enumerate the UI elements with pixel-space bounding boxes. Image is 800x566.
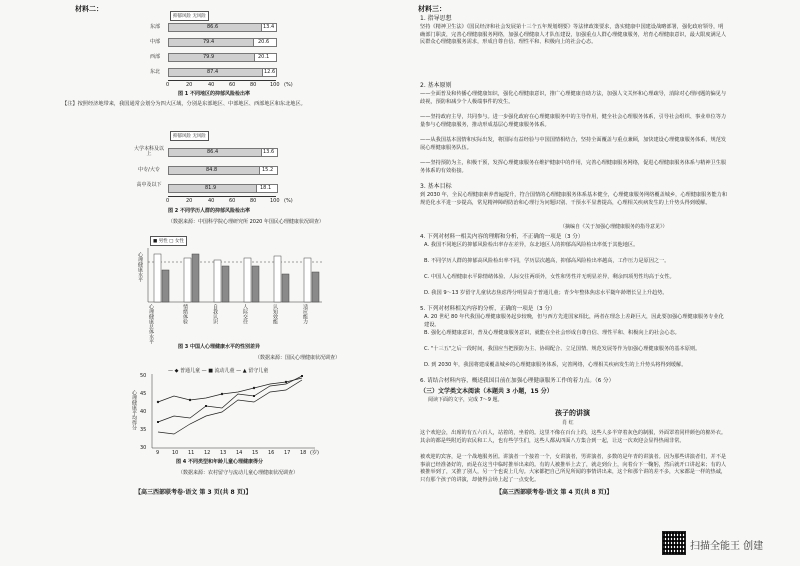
fig2-tick: 60 [229, 198, 236, 204]
fig2-row-label: 大学本科及以上 [133, 146, 164, 157]
fig3-legend: ■ 男性 □ 女性 [150, 236, 187, 246]
question-6: 6. 请结合材料内容，概述我国目前在加强心理健康服务工作的着力点。（6 分） [420, 378, 615, 384]
fig1-tick: 0 [166, 82, 170, 88]
paragraph: 被欢迎的宾客，是一个战地服务团。讲演者一个接着一个，女讲演者，男讲演者，多数的是年青的讲演者。因为那些讲演者们，并不是事前已经准备好的，而是在这当中临时推举出来的。有的人被推举上去了，就走到台上，向着台下一鞠躬，然后就开口讲起来；有的人被推举到了，又推了别人，另一个也说上几句。大家都把自己所见所闻的事情讲出来，这个和那个讲的差不多，大家都是一样的热诚，只有那个孩子的讲演，却使得会场上起了一点变化。 [420, 454, 727, 483]
option: A. 我国不同地区的抑郁风险检出率存在差异，东北地区人的抑郁高风险检出率低于其他地区。 [424, 242, 639, 248]
fig1-bar-risk: 20.6 [253, 38, 277, 47]
scanner-watermark: 扫描全能王 创建 [690, 541, 764, 552]
fig2-source: （数据来源：中国科学院心理研究所 2020 年国民心理健康状况调查） [168, 219, 324, 225]
fig4-xtick: 18 [300, 450, 307, 456]
fig1-row-label: 东北 [150, 69, 161, 75]
option: C. 中国人心理健康水平除情绪体验、人际交往两项外，女性和男性并无明显差异，剩余四项男性均高于女性。 [424, 274, 675, 280]
fig4-ytick: 45 [140, 391, 147, 397]
fig1-tick: 20 [186, 82, 193, 88]
fig4-xtick: 15 [252, 450, 259, 456]
region-note: 【注】按照经济地带来，我国通常会划分为四大区域，分别是东部地区、中部地区、西部地区和东北地区。 [62, 101, 306, 107]
fig3-svg [146, 244, 326, 344]
fig3-source: （数据来源：国民心理健康状况调查） [255, 355, 341, 361]
fig4-ylabel: 心理健康平均得分 [131, 390, 137, 430]
fig1-tick: 60 [229, 82, 236, 88]
fig3-category: 自我认识 [212, 304, 218, 324]
question-4: 4. 下列对材料一相关内容的理解和分析，不正确的一项是（3 分） [420, 234, 584, 240]
fig4-ytick: 40 [140, 409, 147, 415]
option: A. 20 世纪 80 年代我国心理健康服务起步较晚，但与西方先进国家相比，两者在理念上差距巨大，因此要加强心理健康服务专业化建设。 [424, 314, 724, 328]
fig2-row-label: 高中及以下 [136, 182, 162, 188]
paragraph: 坚持《精神卫生法》《国民经济和社会发展第十三个五年规划纲要》等法律政策要求，落实健康中国建设战略部署，强化政府领导，明确部门职责，完善心理健康服务网络，加强心理健康人才队伍建设，加强重点人群心理健康服务，培育心理健康意识，最大限度满足人民群众心理健康服务需求，形成自尊自信、理性平和、积极向上的社会心态。 [420, 24, 727, 46]
fig1-tick: 80 [250, 82, 257, 88]
paragraph: ——坚持政府主导，共同参与。进一步强化政府在心理健康服务中的主导作用，健全社会心理服务体系，引导社会组织、事业单位等力量参与心理健康服务，推动形成基层心理健康服务体系。 [420, 114, 727, 128]
fig4-xtick: 11 [188, 450, 195, 456]
fig1-tick: 40 [208, 82, 215, 88]
fig4-xtick: 14 [236, 450, 243, 456]
fig3-category: 情绪体验 [182, 304, 188, 324]
material2-title: 材料二： [75, 5, 103, 13]
fig3-caption: 图 3 中国人心理健康水平的性别差异 [178, 344, 260, 350]
fig4-xtick: 16 [268, 450, 275, 456]
fig2-tick: 100 [270, 198, 280, 204]
fig1-bar-risk: 13.4 [261, 23, 277, 32]
option: B. 不同学历人群的抑郁高风险检出率不同，学历层次越高，抑郁高风险检出率越高，工作压力是原因之一。 [424, 258, 670, 264]
paragraph: ——从我国基本国情和实际出发，将国际有益经验与中国国情相结合，坚持全面覆盖与重点兼顾，加快建设心理健康服务体系，规范发展心理健康服务队伍。 [420, 137, 727, 151]
source-citation: （摘编自《关于加强心理健康服务的指导意见》） [560, 224, 668, 230]
fig4-xtick: 13 [220, 450, 227, 456]
fig4-xtick: 12 [204, 450, 211, 456]
fig1-bar-risk: 12.6 [264, 69, 276, 75]
fig2-tick: 80 [250, 198, 257, 204]
fig4-ytick: 50 [140, 373, 147, 379]
fig1-tick: 100 [270, 82, 280, 88]
paragraph: ——坚持预防为主，积极干预，发挥心理健康服务在维护健康中的作用，完善心理健康服务网络，促进心理健康服务体系与精神卫生服务体系的有效衔接。 [420, 160, 727, 174]
fig2-tick: 40 [208, 198, 215, 204]
story-title: 孩子的讲演 [555, 409, 590, 417]
option: D. 到 2030 年，我国将建成覆盖城乡的心理健康服务体系，完善网络，心理相关疾病发生的上升势头将得到缓解。 [424, 362, 687, 368]
fig4-caption: 图 4 不同类型和年龄儿童心理健康得分 [176, 459, 263, 465]
page-footer-right: 【高三西部联考卷·语文 第 4 页(共 8 页)】 [496, 489, 613, 496]
fig4-xlabel: (岁) [310, 450, 319, 456]
paragraph: 这个欢迎会，出席的有五六百人，站着的，坐着的。这里不像在百台上的，这些人多半穿着灰色的制服，外面罩着同样颜色的棉外衣。其余的都是些附近的农民和工人，也有些学生们，这些人都从四面八方集合到一起，让这一次欢迎会显得热闹非常。 [420, 430, 727, 444]
section-heading: 3. 基本目标 [420, 183, 452, 190]
fig3-category: 人际交往 [242, 304, 248, 324]
fig2-row-label: 中专/大专 [138, 167, 160, 173]
fig4-xtick: 10 [172, 450, 179, 456]
question-5: 5. 下列对材料相关内容的分析，正确的一项是（3 分） [420, 306, 556, 312]
fig1-bar: 79.9 [168, 53, 256, 62]
fig3-ylabel: 心理健康水平 [137, 252, 143, 282]
fig1-bar: 79.4 [168, 38, 255, 47]
fig2-bar: 86.4 [168, 148, 263, 157]
fig4-source: （数据来源：农村留守与流动儿童心理健康状况调查） [178, 470, 299, 476]
option: C. "十三五"之后一段时间，我国应当把预防为主、协调配合、立足国情、规范发展等作为加强心理健康服务的基本原则。 [424, 346, 701, 352]
fig4-ytick: 35 [140, 427, 147, 433]
option: B. 强化心理健康意识，普及心理健康服务意识，就能在全社会形成自尊自信、理性平和、积极向上的社会心态。 [424, 330, 680, 336]
paragraph: 到 2030 年，全民心理健康素养普遍提升，符合国情的心理健康服务体系基本健全，心理健康服务网络覆盖城乡，心理健康服务能力和规范化水平进一步提高，常见精神障碍防治和心理行为问题识别、干预水平显著提高，心理相关疾病发生的上升势头得到缓解。 [420, 192, 728, 206]
qr-code-icon [662, 531, 686, 555]
story-author: 肖 红 [562, 420, 574, 426]
fig1-bar: 87.4 [168, 68, 264, 77]
fig1-row-label: 中部 [150, 39, 161, 45]
fig2-tick: 0 [166, 198, 170, 204]
material3-title: 材料三： [418, 5, 446, 13]
fig2-bar: 84.8 [168, 166, 261, 175]
fig4-xtick: 9 [156, 450, 160, 456]
section-3-heading: （三）文学类文本阅读（本题共 3 小题，15 分） [420, 388, 553, 395]
fig2-axis [168, 196, 276, 197]
fig1-legend: 抑郁风险 无风险 [170, 11, 209, 21]
paragraph: ——全面普及和传播心理健康知识，强化心理健康意识，推广心理健康自助方法，加强人文关怀和心理疏导，消除对心理问题的偏见与歧视，预防和减少个人极端事件的发生。 [420, 91, 727, 105]
fig2-caption: 图 2 不同学历人群的抑郁风险检出率 [168, 208, 250, 214]
section-3-instruction: 阅读下面的文字，完成 7～9 题。 [428, 397, 503, 403]
fig4-ytick: 30 [140, 445, 147, 451]
option: D. 我国 9～13 岁留守儿童状态焦虑得分明显高于普通儿童；青少年整体焦虑水平随年龄增长呈上升趋势。 [424, 290, 668, 296]
fig3-category: 心理健康总体水平 [148, 304, 154, 344]
section-heading: 1. 指导思想 [420, 15, 452, 22]
fig4-xtick: 17 [284, 450, 291, 456]
fig1-row-label: 东部 [150, 24, 161, 30]
fig2-bar: 81.9 [168, 184, 258, 193]
section-heading: 2. 基本原则 [420, 82, 452, 89]
fig1-axis [168, 80, 276, 81]
fig3-category: 认知效能 [272, 304, 278, 324]
fig1-caption: 图 1 不同地区的抑郁风险检出率 [178, 91, 250, 97]
fig4-svg [150, 372, 320, 454]
fig2-bar-risk: 13.6 [261, 148, 278, 157]
fig1-bar-risk: 20.1 [254, 53, 277, 62]
fig2-legend: 抑郁风险 无风险 [170, 131, 209, 141]
fig1-row-label: 西部 [150, 54, 161, 60]
page-footer-left: 【高三西部联考卷·语文 第 3 页(共 8 页)】 [135, 489, 252, 496]
fig1-bar: 86.6 [168, 23, 263, 32]
fig2-bar-risk: 18.1 [256, 184, 278, 193]
fig4-legend: — ◆ 普通儿童 — ■ 流动儿童 — ▲ 留守儿童 [168, 368, 269, 374]
fig3-category: 适应能力 [302, 304, 308, 324]
fig2-unit: (%) [284, 198, 293, 204]
fig2-bar-risk: 15.2 [259, 166, 278, 175]
fig2-tick: 20 [186, 198, 193, 204]
fig1-unit: (%) [284, 82, 293, 88]
